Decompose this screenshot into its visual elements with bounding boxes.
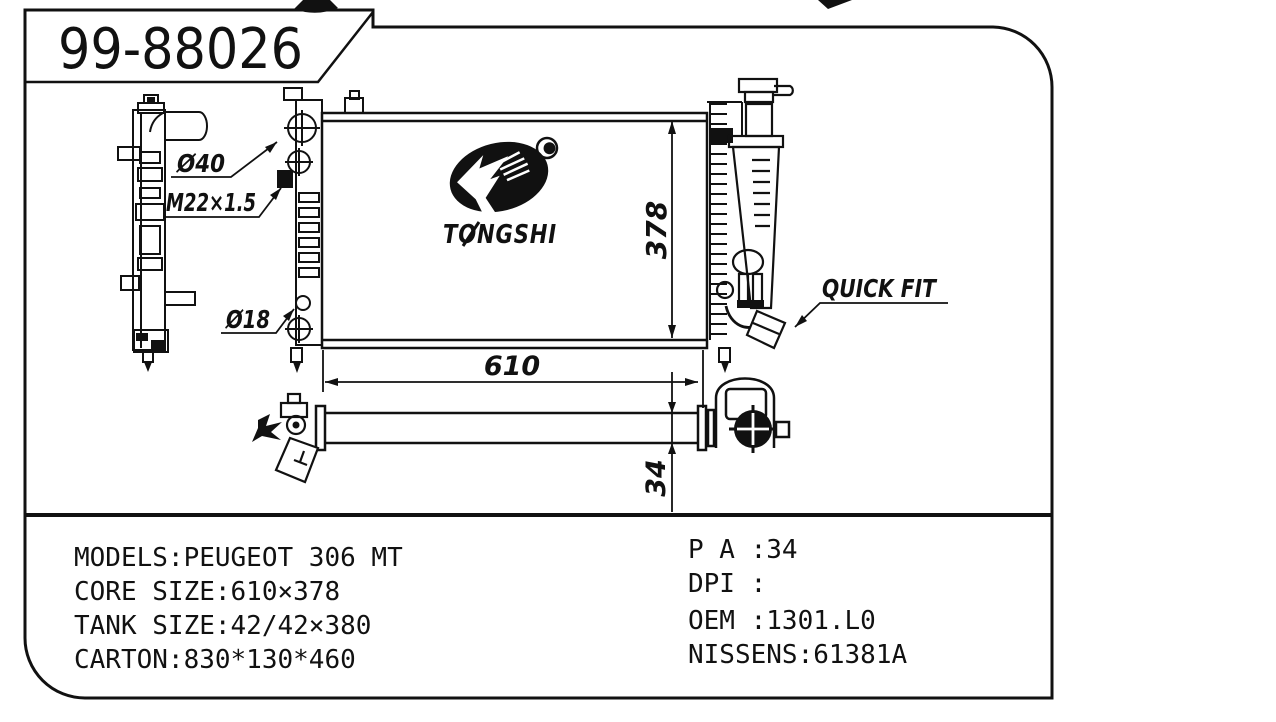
registered-mark: ® bbox=[543, 142, 557, 157]
dim-core-width-label: 610 bbox=[483, 351, 541, 382]
spec-oem: OEM :1301.L0 bbox=[688, 606, 876, 636]
label-inlet-diameter: Ø40 bbox=[175, 149, 225, 178]
label-drain-diameter: Ø18 bbox=[224, 305, 270, 334]
spec-nissens: NISSENS:61381A bbox=[688, 640, 908, 670]
spec-core-size: CORE SIZE:610×378 bbox=[74, 577, 341, 607]
dim-thickness-label: 34 bbox=[641, 459, 672, 497]
spec-models: MODELS:PEUGEOT 306 MT bbox=[74, 543, 403, 573]
dim-core-height-label: 378 bbox=[640, 200, 673, 260]
label-thread-size: M22×1.5 bbox=[166, 188, 256, 217]
part-number: 99-88026 bbox=[58, 17, 303, 82]
spec-carton: CARTON:830*130*460 bbox=[74, 645, 356, 675]
brand-wordmark: TONGSHI bbox=[443, 220, 557, 250]
spec-tank-size: TANK SIZE:42/42×380 bbox=[74, 611, 372, 641]
spec-pa: P A :34 bbox=[688, 535, 798, 565]
label-quick-fit: QUICK FIT bbox=[822, 274, 938, 303]
spec-dpi: DPI : bbox=[688, 569, 767, 599]
